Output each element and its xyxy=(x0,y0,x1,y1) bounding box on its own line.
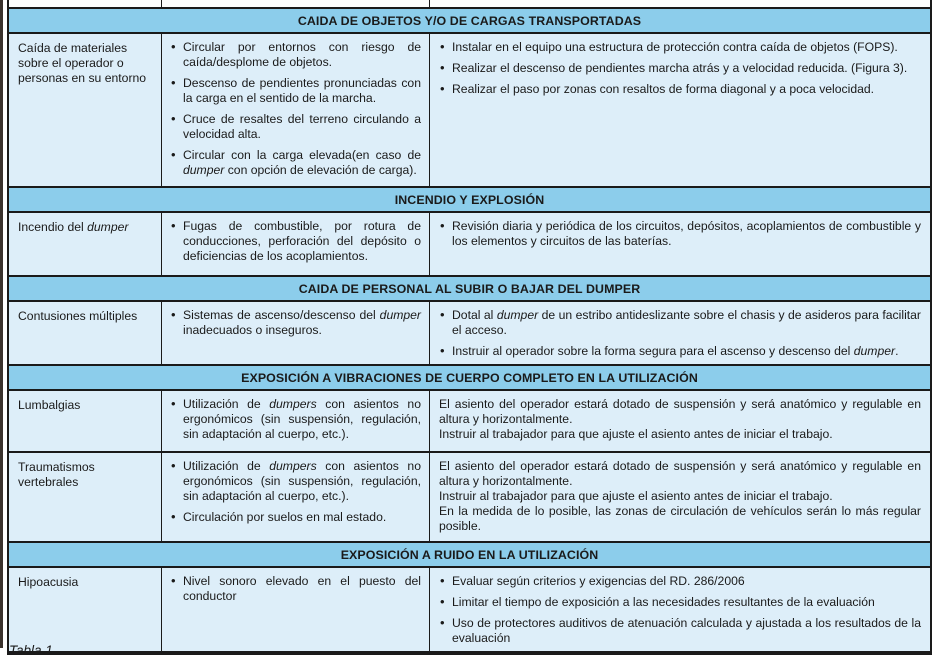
table-row xyxy=(9,302,930,366)
text-line: El asiento del operador estará dotado de suspensión y será anatómico y regulable en altura y horizontalmente. xyxy=(439,459,921,488)
section-header-ruido: EXPOSICIÓN A RUIDO EN LA UTILIZACIÓN xyxy=(9,543,930,568)
section-header-incendio: INCENDIO Y EXPLOSIÓN xyxy=(9,188,930,213)
causes-cell xyxy=(162,453,430,541)
bullet-item: • Realizar el descenso de pendientes marcha atrás y a velocidad reducida. (Figura 3). xyxy=(439,61,921,76)
bullet-item: • Evaluar según criterios y exigencias del RD. 286/2006 xyxy=(439,574,921,589)
measures-cell xyxy=(430,453,930,541)
table-row xyxy=(9,453,930,543)
bullet-item: • Sistemas de ascenso/descenso del dumper inadecuados o inseguros. xyxy=(170,308,421,338)
bullet-item: • Utilización de dumpers con asientos no ergonómicos (sin suspensión, regulación, sin adaptación al cuerpo, etc.). xyxy=(170,397,421,442)
causes-cell xyxy=(162,568,430,651)
measures-cell xyxy=(430,568,930,651)
risk-cell xyxy=(9,0,162,7)
bullet-item: • Uso de protectores auditivos de atenuación calculada y ajustada a los resultados de la evaluación xyxy=(439,616,921,646)
risk-table xyxy=(7,0,932,655)
bullet-item: • Dotal al dumper de un estribo antideslizante sobre el chasis y de asideros para facilitar el acceso. xyxy=(439,308,921,338)
bullet-item: • Limitar el tiempo de exposición a las necesidades resultantes de la evaluación xyxy=(439,595,921,610)
risk-cell: Lumbalgias xyxy=(9,391,162,451)
risk-cell: Caída de materiales sobre el operador o personas en su entorno xyxy=(9,34,162,186)
causes-cell xyxy=(162,213,430,275)
table-caption: Tabla 1. xyxy=(9,643,57,658)
table-row xyxy=(9,391,930,453)
risk-cell: Hipoacusia xyxy=(9,568,162,651)
measures-cell xyxy=(430,391,930,451)
causes-cell xyxy=(162,391,430,451)
bullet-item: • Circular por entornos con riesgo de caída/desplome de objetos. xyxy=(170,40,421,70)
section-header-caida-objetos: CAIDA DE OBJETOS Y/O DE CARGAS TRANSPORTADAS xyxy=(9,9,930,34)
text-line: En la medida de lo posible, las zonas de circulación de vehículos serán lo más regular posible. xyxy=(439,504,921,533)
table-row-partial xyxy=(9,0,930,9)
causes-cell xyxy=(162,0,430,7)
bullet-item: • Instalar en el equipo una estructura de protección contra caída de objetos (FOPS). xyxy=(439,40,921,55)
bullet-item: • Instruir al operador sobre la forma segura para el ascenso y descenso del dumper. xyxy=(439,344,921,359)
table-row xyxy=(9,213,930,277)
bullet-item: • Nivel sonoro elevado en el puesto del conductor xyxy=(170,574,421,604)
table-row xyxy=(9,568,930,653)
bullet-item: • Circular con la carga elevada(en caso de dumper con opción de elevación de carga). xyxy=(170,148,421,178)
bullet-item: • Circulación por suelos en mal estado. xyxy=(170,510,421,525)
bullet-item: • Utilización de dumpers con asientos no ergonómicos (sin suspensión, regulación, sin adaptación al cuerpo, etc.). xyxy=(170,459,421,504)
measures-cell xyxy=(430,0,930,7)
bullet-item: • Descenso de pendientes pronunciadas con la carga en el sentido de la marcha. xyxy=(170,76,421,106)
bullet-item: • Fugas de combustible, por rotura de conducciones, perforación del depósito o deficiencias de los acoplamientos. xyxy=(170,219,421,264)
text-line: Instruir al trabajador para que ajuste el asiento antes de iniciar el trabajo. xyxy=(439,427,833,441)
text-line: El asiento del operador estará dotado de suspensión y será anatómico y regulable en altura y horizontalmente. xyxy=(439,397,921,426)
scan-edge-artifact xyxy=(0,0,3,648)
section-header-vibraciones: EXPOSICIÓN A VIBRACIONES DE CUERPO COMPLETO EN LA UTILIZACIÓN xyxy=(9,366,930,391)
bullet-item: • Cruce de resaltes del terreno circulando a velocidad alta. xyxy=(170,112,421,142)
causes-cell xyxy=(162,302,430,364)
measures-cell xyxy=(430,34,930,186)
bullet-item: • Revisión diaria y periódica de los circuitos, depósitos, acoplamientos de combustible y los elementos y circuitos de las baterías. xyxy=(439,219,921,249)
table-row xyxy=(9,34,930,188)
causes-cell xyxy=(162,34,430,186)
section-header-caida-personal: CAIDA DE PERSONAL AL SUBIR O BAJAR DEL DUMPER xyxy=(9,277,930,302)
bullet-item: • Realizar el paso por zonas con resaltos de forma diagonal y a poca velocidad. xyxy=(439,82,921,97)
risk-cell: Incendio del dumper xyxy=(9,213,162,275)
text-line: Instruir al trabajador para que ajuste el asiento antes de iniciar el trabajo. xyxy=(439,489,833,503)
risk-cell: Traumatismos vertebrales xyxy=(9,453,162,541)
measures-cell xyxy=(430,213,930,275)
measures-cell xyxy=(430,302,930,364)
risk-cell: Contusiones múltiples xyxy=(9,302,162,364)
